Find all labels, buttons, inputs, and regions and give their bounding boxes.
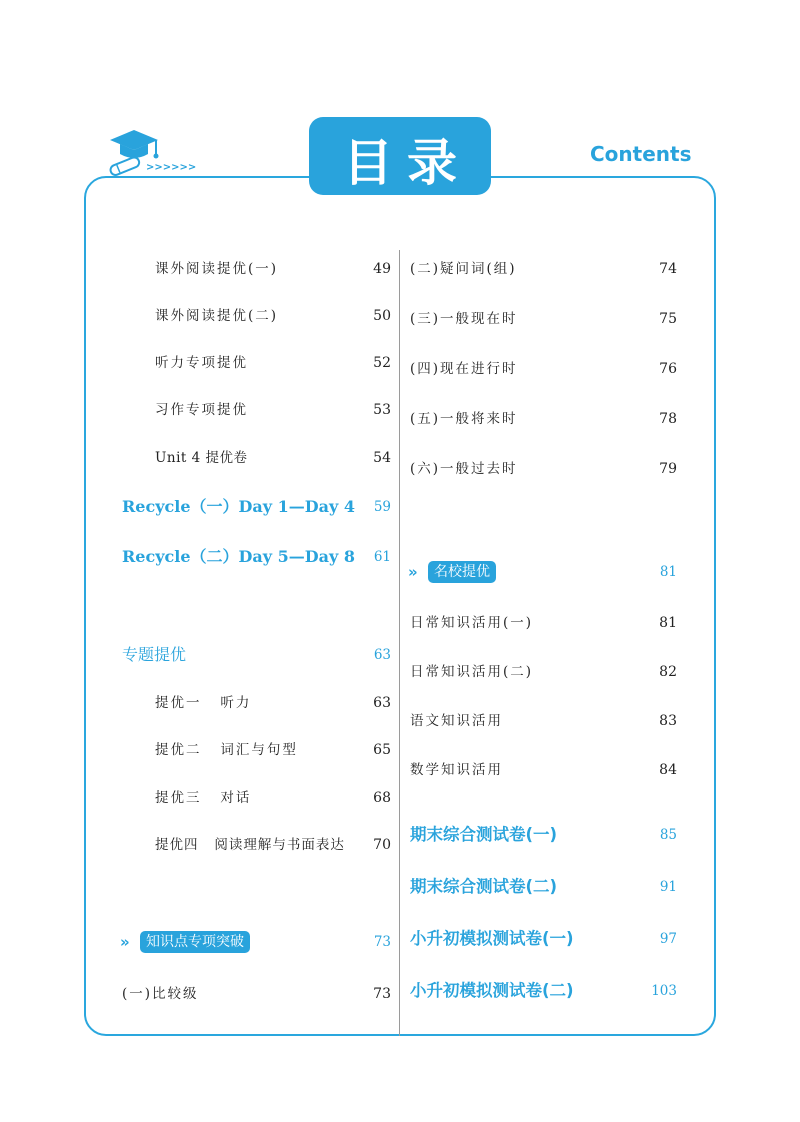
toc-entry-page: 61 <box>373 549 391 565</box>
page-subtitle: Contents <box>590 142 692 166</box>
toc-entry[interactable] <box>410 257 677 281</box>
toc-entry[interactable] <box>155 786 391 810</box>
toc-entry-page: 81 <box>659 615 677 631</box>
svg-text:>>>>>>: >>>>>> <box>146 162 197 173</box>
toc-entry[interactable] <box>410 611 677 635</box>
toc-entry-label: 听力专项提优 <box>155 355 248 371</box>
toc-entry-page: 63 <box>373 647 391 663</box>
toc-entry-page: 91 <box>659 879 677 895</box>
toc-entry-label: 习作专项提优 <box>155 402 248 418</box>
toc-entry-label: (二)疑问词(组) <box>410 261 517 277</box>
toc-entry-label: 提优一 听力 <box>155 695 252 711</box>
toc-entry-page: 73 <box>373 986 391 1002</box>
toc-tag-entry[interactable] <box>408 560 677 584</box>
toc-entry-page: 65 <box>373 742 391 758</box>
toc-entry-label: (五)一般将来时 <box>410 411 518 427</box>
toc-entry-label: 日常知识活用(一) <box>410 615 534 631</box>
toc-section-entry[interactable] <box>122 545 391 569</box>
page-title: 目录 <box>343 134 471 192</box>
toc-entry-page: 74 <box>659 261 677 277</box>
graduation-cap-logo <box>108 128 197 180</box>
toc-entry-page: 54 <box>373 450 391 466</box>
toc-entry-label: (三)一般现在时 <box>410 311 518 327</box>
toc-entry-label: 提优二 词汇与句型 <box>155 742 298 758</box>
toc-entry[interactable] <box>410 407 677 431</box>
toc-entry[interactable] <box>410 758 677 782</box>
toc-entry-label: (一)比较级 <box>122 986 199 1002</box>
toc-entry-page: 68 <box>373 790 391 806</box>
toc-entry-page: 52 <box>373 355 391 371</box>
toc-entry-label: 提优四 阅读理解与书面表达 <box>155 837 345 853</box>
toc-entry-page: 70 <box>373 837 391 853</box>
toc-section-entry[interactable] <box>410 979 677 1003</box>
toc-entry-page: 63 <box>373 695 391 711</box>
toc-entry[interactable] <box>155 257 391 281</box>
toc-entry[interactable] <box>410 307 677 331</box>
toc-entry-page: 50 <box>373 308 391 324</box>
toc-entry-page: 82 <box>659 664 677 680</box>
toc-entry-label: 小升初模拟测试卷(一) <box>410 929 574 948</box>
toc-entry-label: (六)一般过去时 <box>410 461 518 477</box>
toc-entry[interactable] <box>155 691 391 715</box>
toc-entry-page: 97 <box>659 931 677 947</box>
toc-entry[interactable] <box>155 351 391 375</box>
toc-tag-entry[interactable] <box>120 930 391 954</box>
toc-entry-page: 79 <box>659 461 677 477</box>
toc-entry-page: 73 <box>373 934 391 950</box>
toc-entry-label: 课外阅读提优(二) <box>155 308 279 324</box>
toc-entry-label: 课外阅读提优(一) <box>155 261 279 277</box>
toc-section-entry[interactable] <box>410 823 677 847</box>
toc-entry[interactable] <box>155 304 391 328</box>
toc-tag-label: 名校提优 <box>428 561 496 583</box>
toc-section-entry[interactable] <box>122 643 391 667</box>
toc-entry-page: 75 <box>659 311 677 327</box>
toc-entry-label: 期末综合测试卷(一) <box>410 825 558 844</box>
title-tab <box>309 117 491 195</box>
toc-entry[interactable] <box>155 738 391 762</box>
toc-entry-page: 53 <box>373 402 391 418</box>
toc-entry-page: 83 <box>659 713 677 729</box>
toc-entry-label: 语文知识活用 <box>410 713 503 729</box>
toc-entry[interactable] <box>122 982 391 1006</box>
toc-section-entry[interactable] <box>122 495 391 519</box>
toc-entry[interactable] <box>155 446 391 470</box>
toc-entry-label: 数学知识活用 <box>410 762 503 778</box>
toc-entry[interactable] <box>410 709 677 733</box>
toc-entry-label: 期末综合测试卷(二) <box>410 877 558 896</box>
toc-entry-label: Recycle（二）Day 5—Day 8 <box>122 547 356 566</box>
toc-entry-label: 小升初模拟测试卷(二) <box>410 981 574 1000</box>
toc-entry-page: 49 <box>373 261 391 277</box>
toc-entry-page: 103 <box>651 983 677 999</box>
toc-entry-label: 日常知识活用(二) <box>410 664 534 680</box>
toc-entry[interactable] <box>155 833 391 857</box>
toc-entry-page: 78 <box>659 411 677 427</box>
toc-entry-page: 76 <box>659 361 677 377</box>
toc-entry-page: 81 <box>659 564 677 580</box>
toc-entry-label: Recycle（一）Day 1—Day 4 <box>122 497 356 516</box>
toc-entry-label: (四)现在进行时 <box>410 361 518 377</box>
toc-entry-page: 85 <box>659 827 677 843</box>
toc-section-entry[interactable] <box>410 927 677 951</box>
toc-tag-label: 知识点专项突破 <box>140 931 250 953</box>
toc-section-entry[interactable] <box>410 875 677 899</box>
toc-entry[interactable] <box>410 660 677 684</box>
graduation-cap-icon <box>108 128 197 176</box>
toc-entry-page: 59 <box>373 499 391 515</box>
toc-entry[interactable] <box>410 357 677 381</box>
toc-entry[interactable] <box>410 457 677 481</box>
toc-entry-page: 84 <box>659 762 677 778</box>
toc-entry-label: 专题提优 <box>122 645 187 664</box>
toc-entry-label: 提优三 对话 <box>155 790 252 806</box>
column-divider <box>399 250 400 1036</box>
toc-entry-label: Unit 4 提优卷 <box>155 450 248 466</box>
toc-entry[interactable] <box>155 398 391 422</box>
double-chevron-icon: » <box>120 933 127 951</box>
double-chevron-icon: » <box>408 563 415 581</box>
